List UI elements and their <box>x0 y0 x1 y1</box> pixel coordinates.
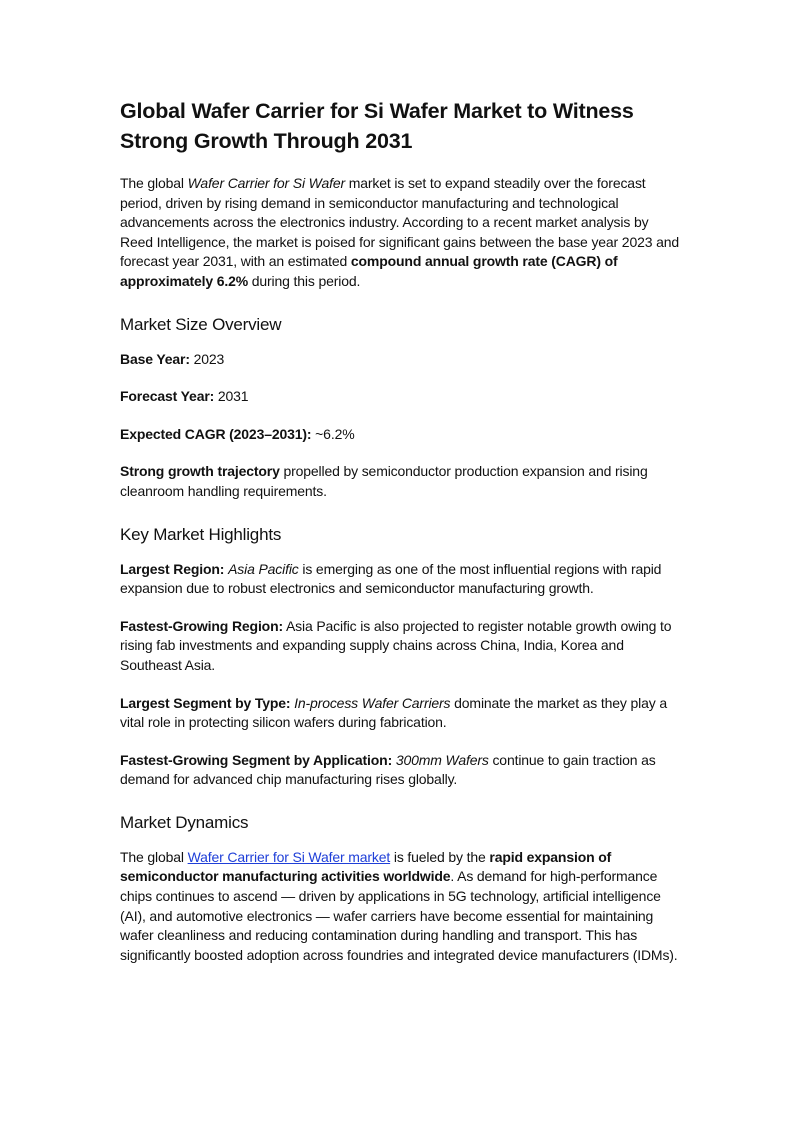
segment-application-label: Fastest-Growing Segment by Application: <box>120 751 393 768</box>
market-report-link[interactable]: Wafer Carrier for Si Wafer market <box>187 848 391 865</box>
forecast-year-value: 2031 <box>214 388 249 405</box>
forecast-year-label: Forecast Year: <box>120 388 215 405</box>
largest-region-paragraph <box>120 560 680 599</box>
intro-paragraph <box>120 174 680 292</box>
document-page <box>120 96 680 983</box>
segment-application-name: 300mm Wafers <box>395 751 489 768</box>
page-title: Global Wafer Carrier for Si Wafer Market to Witness Strong Growth Through 2031 <box>120 99 634 153</box>
dynamics-text-3: . As demand for high-performance chips continues to ascend — driven by applications in 5G technology, artificial intelligence (AI), and automotive electronics — wafer carriers have become essential for maintaining wafer cleanliness and reducing contamination during handling and transport. This has significantly boosted adoption across foundries and integrated device manufacturers (IDMs). <box>120 868 678 963</box>
dynamics-highlight: rapid expansion of semiconductor manufacturing activities worldwide <box>120 848 612 885</box>
cagr-value: ~6.2% <box>311 425 355 442</box>
base-year-value: 2023 <box>189 350 225 367</box>
section-heading-highlights: Key Market Highlights <box>120 524 282 544</box>
cagr-label: Expected CAGR (2023–2031): <box>120 425 312 442</box>
segment-application-text: continue to gain traction as demand for advanced chip manufacturing rises globally. <box>120 751 656 788</box>
segment-type-paragraph <box>120 694 680 733</box>
segment-type-text: dominate the market as they play a vital role in protecting silicon wafers during fabrication. <box>120 694 667 731</box>
fastest-region-label: Fastest-Growing Region: <box>120 617 283 634</box>
segment-type-label: Largest Segment by Type: <box>120 694 291 711</box>
largest-region-label: Largest Region: <box>120 560 225 577</box>
base-year-line <box>120 350 680 370</box>
dynamics-text-2: is fueled by the <box>390 848 490 865</box>
base-year-label: Base Year: <box>120 350 190 367</box>
segment-application-paragraph <box>120 751 680 790</box>
fastest-region-text: Asia Pacific is also projected to register notable growth owing to rising fab investments and expanding supply chains across China, India, Korea and Southeast Asia. <box>120 617 672 673</box>
section-heading-market-size: Market Size Overview <box>120 314 282 334</box>
segment-type-name: In-process Wafer Carriers <box>294 694 451 711</box>
dynamics-text-1: The global <box>120 848 188 865</box>
cagr-line <box>120 425 680 445</box>
largest-region-name: Asia Pacific <box>228 560 299 577</box>
fastest-region-paragraph <box>120 617 680 676</box>
section-heading-dynamics: Market Dynamics <box>120 812 249 832</box>
intro-product-name: Wafer Carrier for Si Wafer <box>187 175 346 191</box>
intro-text-1: The global <box>120 175 188 191</box>
intro-text-3: during this period. <box>248 272 361 289</box>
intro-text-2: market is set to expand steadily over the forecast period, driven by rising demand in semiconductor manufacturing and technological advancements across the electronics industry. According to a recent market analysis by Reed Intelligence, the market is poised for significant gains between the base year 2023 and forecast year 2031, with an estimated <box>120 175 680 270</box>
growth-label: Strong growth trajectory <box>120 463 280 480</box>
growth-line <box>120 462 680 501</box>
forecast-year-line <box>120 387 680 407</box>
growth-text: propelled by semiconductor production expansion and rising cleanroom handling requirements. <box>120 463 648 499</box>
intro-cagr-highlight: compound annual growth rate (CAGR) of approximately 6.2% <box>120 253 618 289</box>
largest-region-text: is emerging as one of the most influential regions with rapid expansion due to robust electronics and semiconductor manufacturing growth. <box>120 560 662 597</box>
dynamics-paragraph <box>120 848 680 966</box>
